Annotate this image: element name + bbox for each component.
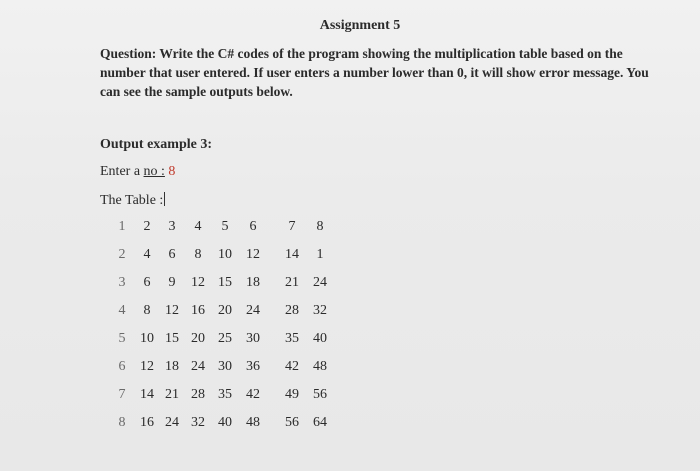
table-row <box>0 331 700 351</box>
table-cell: 21 <box>285 275 299 290</box>
table-cell: 42 <box>285 359 299 374</box>
table-cell: 36 <box>246 359 260 374</box>
output-example-heading: Output example 3: <box>100 137 212 152</box>
table-cell: 48 <box>246 415 260 430</box>
table-cell: 28 <box>285 303 299 318</box>
table-cell: 4 <box>118 303 126 318</box>
table-cell: 8 <box>194 247 202 262</box>
table-cell: 14 <box>285 247 299 262</box>
table-cell: 3 <box>118 275 126 290</box>
table-label-line <box>100 192 165 209</box>
table-cell: 8 <box>118 415 126 430</box>
table-label: The Table : <box>100 193 164 208</box>
table-cell: 15 <box>218 275 232 290</box>
table-row <box>0 247 700 267</box>
table-cell: 25 <box>218 331 232 346</box>
prompt-no-label: no : <box>143 164 165 179</box>
table-cell: 2 <box>118 247 126 262</box>
table-cell: 4 <box>143 247 151 262</box>
table-row <box>0 415 700 435</box>
table-cell: 28 <box>191 387 205 402</box>
table-row <box>0 303 700 323</box>
table-cell: 30 <box>246 331 260 346</box>
table-cell: 42 <box>246 387 260 402</box>
table-cell: 16 <box>140 415 154 430</box>
table-cell: 24 <box>165 415 179 430</box>
table-cell: 12 <box>246 247 260 262</box>
entered-value: 8 <box>168 164 176 179</box>
table-cell: 18 <box>246 275 260 290</box>
table-cell: 9 <box>168 275 176 290</box>
table-cell: 24 <box>246 303 260 318</box>
table-cell: 6 <box>249 219 257 234</box>
table-cell: 35 <box>285 331 299 346</box>
table-cell: 21 <box>165 387 179 402</box>
table-cell: 1 <box>316 247 324 262</box>
table-cell: 35 <box>218 387 232 402</box>
question-text: Question: Write the C# codes of the program showing the multiplication table based on the number that user entered. If user enters a number lower than 0, it will show error message. You can see the sample outputs below. <box>100 46 649 99</box>
table-cell: 15 <box>165 331 179 346</box>
table-cell: 12 <box>140 359 154 374</box>
table-cell: 6 <box>118 359 126 374</box>
table-cell: 48 <box>313 359 327 374</box>
table-cell: 64 <box>313 415 327 430</box>
table-cell: 6 <box>168 247 176 262</box>
table-row <box>0 359 700 379</box>
table-cell: 2 <box>143 219 151 234</box>
table-cell: 1 <box>118 219 126 234</box>
table-cell: 3 <box>168 219 176 234</box>
table-cell: 14 <box>140 387 154 402</box>
table-cell: 6 <box>143 275 151 290</box>
table-cell: 10 <box>140 331 154 346</box>
table-cell: 49 <box>285 387 299 402</box>
table-cell: 56 <box>285 415 299 430</box>
table-cell: 5 <box>118 331 126 346</box>
table-cell: 32 <box>191 415 205 430</box>
prompt-prefix: Enter a <box>100 164 141 179</box>
table-row <box>0 219 700 239</box>
table-cell: 30 <box>218 359 232 374</box>
table-cell: 7 <box>288 219 296 234</box>
table-cell: 20 <box>218 303 232 318</box>
table-cell: 4 <box>194 219 202 234</box>
table-cell: 8 <box>316 219 324 234</box>
table-cell: 8 <box>143 303 151 318</box>
table-cell: 56 <box>313 387 327 402</box>
assignment-title: Assignment 5 <box>319 18 401 33</box>
table-row <box>0 387 700 407</box>
enter-number-prompt <box>100 164 175 180</box>
table-cell: 40 <box>313 331 327 346</box>
table-cell: 20 <box>191 331 205 346</box>
text-cursor <box>164 192 165 206</box>
table-cell: 32 <box>313 303 327 318</box>
table-cell: 40 <box>218 415 232 430</box>
table-row <box>0 275 700 295</box>
table-cell: 5 <box>221 219 229 234</box>
table-cell: 16 <box>191 303 205 318</box>
table-cell: 7 <box>118 387 126 402</box>
table-cell: 24 <box>191 359 205 374</box>
table-cell: 18 <box>165 359 179 374</box>
table-cell: 10 <box>218 247 232 262</box>
table-cell: 12 <box>191 275 205 290</box>
table-cell: 24 <box>313 275 327 290</box>
table-cell: 12 <box>165 303 179 318</box>
